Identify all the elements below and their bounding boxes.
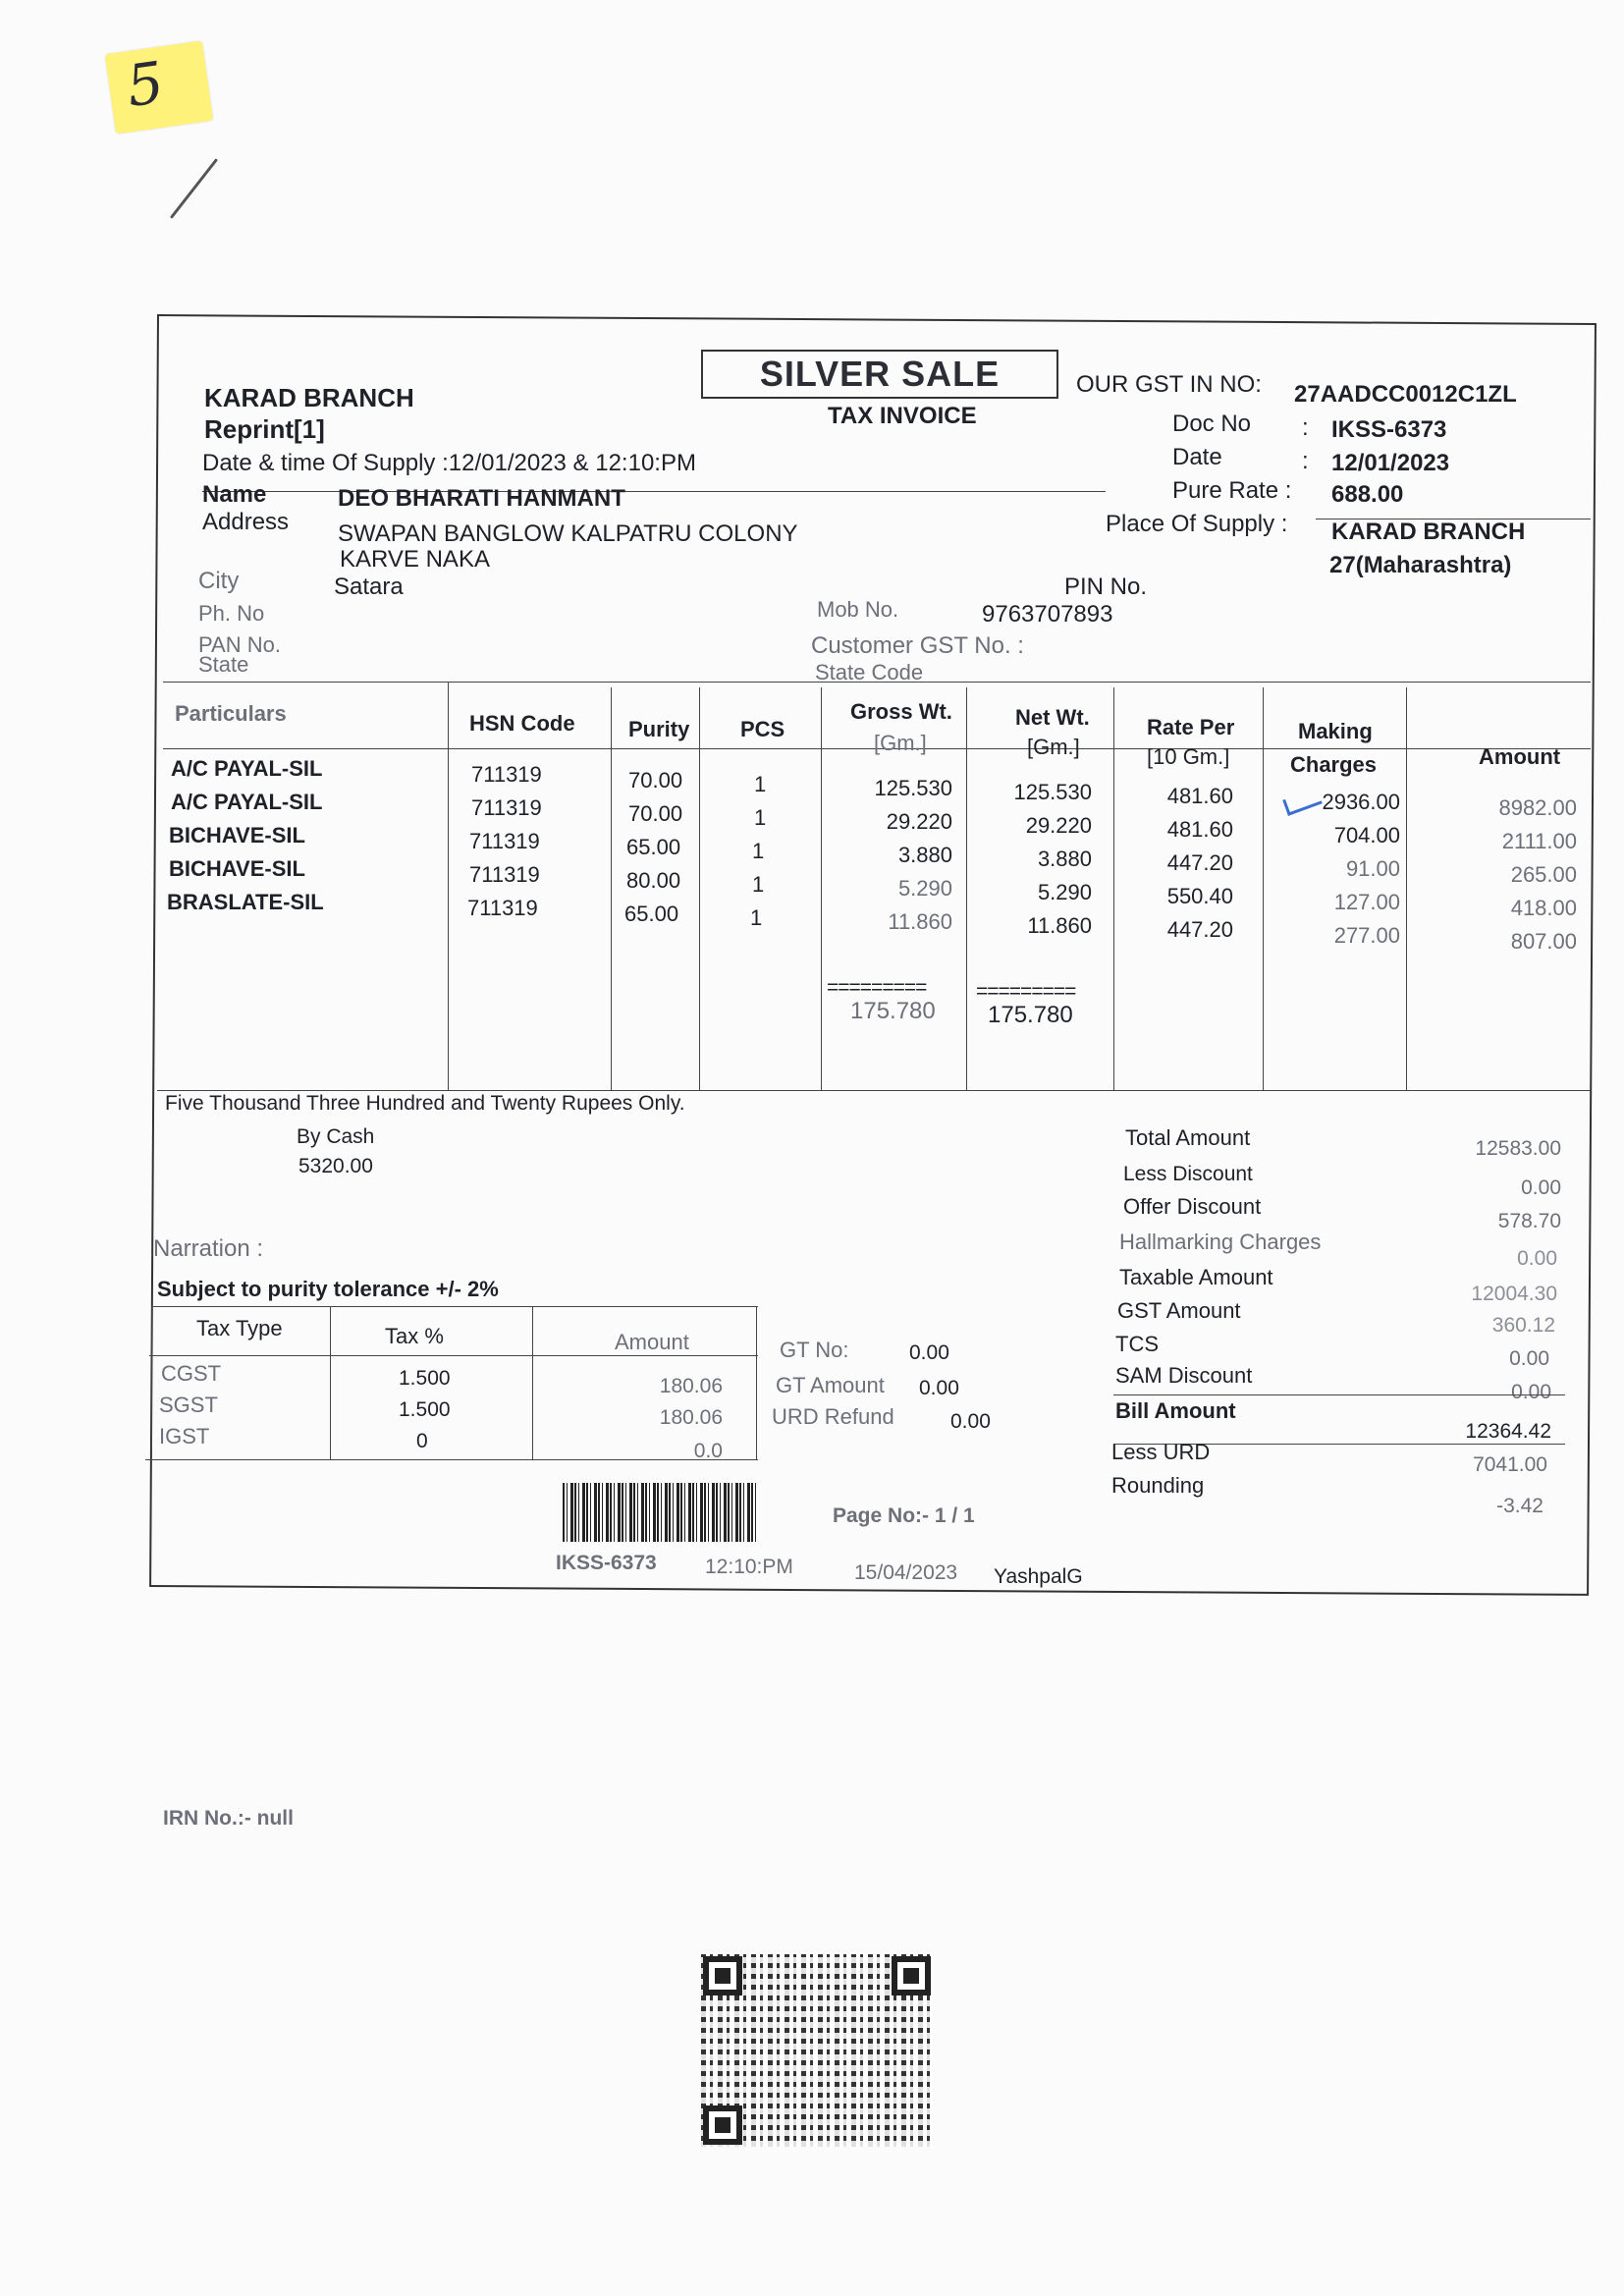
row-hsn: 711319: [471, 795, 542, 820]
col-divider: [1113, 687, 1114, 1090]
tax-type: CGST: [161, 1361, 222, 1386]
gt-amount-label: GT Amount: [776, 1373, 885, 1397]
urd-refund-label: URD Refund: [772, 1404, 894, 1429]
doc-no: IKSS-6373: [1331, 416, 1447, 443]
place-of-supply-label: Place Of Supply :: [1106, 511, 1288, 537]
row-amount: 418.00: [1510, 896, 1577, 920]
row-purity: 65.00: [624, 902, 679, 926]
row-gross: 29.220: [886, 809, 952, 834]
row-pcs: 1: [754, 805, 767, 830]
row-making: 277.00: [1333, 923, 1400, 948]
row-rate: 447.20: [1166, 850, 1233, 875]
doc-date-colon: :: [1302, 448, 1309, 474]
payment-mode: By Cash: [297, 1125, 375, 1148]
payment-amount: 5320.00: [298, 1155, 373, 1177]
title-box: [701, 350, 1058, 399]
col-divider: [1406, 687, 1407, 1090]
row-amount: 265.00: [1510, 862, 1577, 887]
row-particulars: A/C PAYAL-SIL: [171, 756, 323, 781]
mob-label: Mob No.: [817, 597, 899, 622]
tax-amount: 0.0: [693, 1440, 723, 1462]
mobile-number: 9763707893: [982, 601, 1113, 628]
tax-col-divider: [756, 1306, 757, 1459]
row-hsn: 711319: [469, 862, 540, 887]
tax-pct: 1.500: [399, 1367, 451, 1390]
col-divider: [448, 682, 449, 1090]
row-making: 91.00: [1345, 856, 1400, 881]
phone-label: Ph. No: [198, 601, 265, 626]
state-label: State: [198, 652, 249, 677]
row-particulars: BICHAVE-SIL: [169, 823, 305, 847]
row-net: 3.880: [1037, 847, 1092, 871]
header-rate-2: [10 Gm.]: [1147, 744, 1230, 769]
doc-no-colon: :: [1302, 414, 1309, 441]
total-label: Offer Discount: [1123, 1194, 1262, 1219]
address-line-2: KARVE NAKA: [340, 546, 490, 573]
barcode: [563, 1483, 759, 1542]
gt-no-label: GT No:: [780, 1338, 849, 1362]
total-value: 0.00: [1521, 1176, 1561, 1199]
invoice-title: SILVER SALE: [759, 354, 1001, 394]
row-gross: 11.860: [888, 909, 952, 934]
row-purity: 70.00: [628, 768, 683, 793]
reprint-label: Reprint[1]: [204, 414, 325, 444]
amount-in-words: Five Thousand Three Hundred and Twenty Rupees Only.: [165, 1092, 685, 1115]
row-making: 2936.00: [1322, 790, 1400, 814]
narration-label: Narration :: [153, 1235, 264, 1262]
city-label: City: [198, 568, 240, 594]
page-number: Page No:- 1 / 1: [833, 1504, 975, 1527]
header-net-1: Net Wt.: [1015, 705, 1090, 730]
table-top-rule: [163, 682, 1591, 683]
gst-label: OUR GST IN NO:: [1076, 371, 1262, 398]
header-gross-2: [Gm.]: [874, 731, 927, 755]
footer-time: 12:10:PM: [705, 1556, 793, 1578]
row-pcs: 1: [752, 839, 765, 863]
qr-finder: [703, 2105, 742, 2145]
supply-datetime: Date & time Of Supply :12/01/2023 & 12:10:PM: [202, 450, 696, 476]
pin-label: PIN No.: [1064, 574, 1148, 600]
net-total: 175.780: [988, 1002, 1073, 1028]
row-pcs: 1: [750, 905, 763, 930]
row-pcs: 1: [754, 772, 767, 796]
doc-date: 12/01/2023: [1331, 450, 1450, 476]
row-gross: 125.530: [874, 776, 952, 800]
header-amount: Amount: [1479, 744, 1561, 769]
total-label: TCS: [1115, 1332, 1159, 1356]
header-purity: Purity: [628, 717, 690, 741]
tax-header-type: Tax Type: [196, 1316, 283, 1340]
tax-col-divider: [532, 1306, 533, 1459]
footer-print-date: 15/04/2023: [854, 1561, 958, 1584]
bill-amount-rule: [1113, 1394, 1565, 1395]
pan-label: PAN No.: [198, 632, 281, 657]
header-making-1: Making: [1298, 719, 1373, 743]
row-purity: 65.00: [626, 835, 681, 859]
row-making: 127.00: [1333, 890, 1400, 914]
header-pcs: PCS: [740, 717, 785, 741]
total-label: Rounding: [1111, 1473, 1205, 1498]
row-rate: 481.60: [1166, 784, 1233, 808]
tax-pct: 0: [416, 1430, 428, 1452]
header-rate-1: Rate Per: [1147, 715, 1235, 739]
col-divider: [1263, 687, 1264, 1090]
row-purity: 80.00: [626, 868, 681, 893]
row-particulars: A/C PAYAL-SIL: [171, 790, 323, 814]
row-making: 704.00: [1333, 823, 1400, 847]
total-value: 12364.42: [1465, 1420, 1551, 1443]
footer-user: YashpalG: [994, 1565, 1083, 1588]
row-amount: 8982.00: [1498, 795, 1577, 820]
total-value: 0.00: [1509, 1347, 1549, 1370]
city: Satara: [334, 574, 404, 600]
tax-header-amount: Amount: [615, 1330, 689, 1354]
gross-separator: =========: [827, 976, 927, 999]
row-amount: 807.00: [1510, 929, 1577, 954]
sticky-note: [105, 40, 213, 134]
total-label: Taxable Amount: [1119, 1265, 1273, 1289]
row-particulars: BRASLATE-SIL: [167, 890, 324, 914]
row-gross: 3.880: [897, 843, 952, 867]
tax-amount: 180.06: [659, 1406, 723, 1429]
row-purity: 70.00: [628, 801, 683, 826]
total-label: Total Amount: [1125, 1125, 1251, 1150]
row-amount: 2111.00: [1501, 829, 1577, 853]
state-code-label: State Code: [815, 660, 924, 684]
tax-type: IGST: [159, 1424, 210, 1449]
name-label: Name: [202, 481, 267, 508]
total-value: 0.00: [1517, 1247, 1557, 1270]
tax-table-top: [151, 1306, 758, 1307]
urd-refund: 0.00: [950, 1410, 991, 1433]
address-label: Address: [202, 509, 290, 535]
total-value: 7041.00: [1473, 1453, 1547, 1476]
footer-doc-no: IKSS-6373: [556, 1552, 657, 1574]
row-rate: 550.40: [1166, 884, 1233, 908]
qr-code: [701, 1954, 933, 2147]
gst-number: 27AADCC0012C1ZL: [1294, 381, 1517, 408]
row-hsn: 711319: [467, 896, 538, 920]
gross-total: 175.780: [850, 998, 936, 1024]
tax-pct: 1.500: [399, 1398, 451, 1421]
total-value: 578.70: [1497, 1210, 1561, 1232]
total-label: Hallmarking Charges: [1119, 1230, 1322, 1254]
row-hsn: 711319: [469, 829, 540, 853]
header-gross-1: Gross Wt.: [850, 699, 952, 724]
total-value: 0.00: [1511, 1381, 1551, 1403]
tax-header-pct: Tax %: [385, 1324, 444, 1348]
col-divider: [966, 687, 967, 1090]
total-value: 12583.00: [1475, 1137, 1561, 1160]
tolerance-note: Subject to purity tolerance +/- 2%: [157, 1277, 499, 1301]
total-value: 360.12: [1491, 1314, 1555, 1337]
row-gross: 5.290: [897, 876, 952, 901]
total-value: 12004.30: [1471, 1283, 1557, 1305]
staple-mark: [170, 158, 218, 219]
header-particulars: Particulars: [175, 701, 287, 726]
total-label: Bill Amount: [1115, 1398, 1236, 1423]
sticky-note-mark: 5: [122, 48, 168, 121]
header-making-2: Charges: [1290, 752, 1378, 777]
col-divider: [821, 687, 822, 1090]
customer-name: DEO BHARATI HANMANT: [338, 485, 625, 512]
doc-no-label: Doc No: [1172, 410, 1252, 437]
row-net: 125.530: [1013, 780, 1092, 804]
row-particulars: BICHAVE-SIL: [169, 856, 305, 881]
tax-type: SGST: [159, 1393, 218, 1417]
row-net: 11.860: [1027, 913, 1092, 938]
header-hsn: HSN Code: [469, 711, 575, 736]
doc-date-label: Date: [1172, 444, 1222, 470]
row-rate: 447.20: [1166, 917, 1233, 942]
gt-amount: 0.00: [919, 1377, 959, 1399]
total-label: SAM Discount: [1115, 1363, 1253, 1388]
irn-number: IRN No.:- null: [163, 1807, 294, 1830]
total-value: -3.42: [1496, 1495, 1543, 1517]
row-rate: 481.60: [1166, 817, 1233, 842]
row-hsn: 711319: [471, 762, 542, 787]
pure-rate: 688.00: [1331, 481, 1404, 508]
invoice-subtitle: TAX INVOICE: [828, 403, 977, 429]
pure-rate-label: Pure Rate :: [1172, 477, 1292, 504]
col-divider: [699, 687, 700, 1090]
place-of-supply: KARAD BRANCH: [1331, 519, 1526, 545]
qr-finder: [703, 1956, 742, 1995]
header-net-2: [Gm.]: [1027, 735, 1080, 759]
col-divider: [611, 687, 612, 1090]
row-net: 5.290: [1037, 880, 1092, 904]
tax-amount: 180.06: [659, 1375, 723, 1397]
total-label: GST Amount: [1117, 1298, 1241, 1323]
row-net: 29.220: [1025, 813, 1092, 838]
qr-finder: [892, 1956, 931, 1995]
total-label: Less Discount: [1123, 1163, 1253, 1185]
row-pcs: 1: [752, 872, 765, 897]
tax-table-header-rule: [149, 1355, 758, 1356]
gt-no: 0.00: [909, 1341, 949, 1364]
total-label: Less URD: [1111, 1440, 1211, 1464]
customer-gst-label: Customer GST No. :: [811, 632, 1024, 659]
tax-col-divider: [151, 1306, 152, 1459]
net-separator: =========: [976, 980, 1076, 1003]
place-state: 27(Maharashtra): [1329, 552, 1512, 578]
table-bottom-rule: [157, 1090, 1591, 1091]
branch-name: KARAD BRANCH: [204, 383, 414, 412]
address-line-1: SWAPAN BANGLOW KALPATRU COLONY: [338, 520, 798, 547]
tax-col-divider: [330, 1306, 331, 1459]
